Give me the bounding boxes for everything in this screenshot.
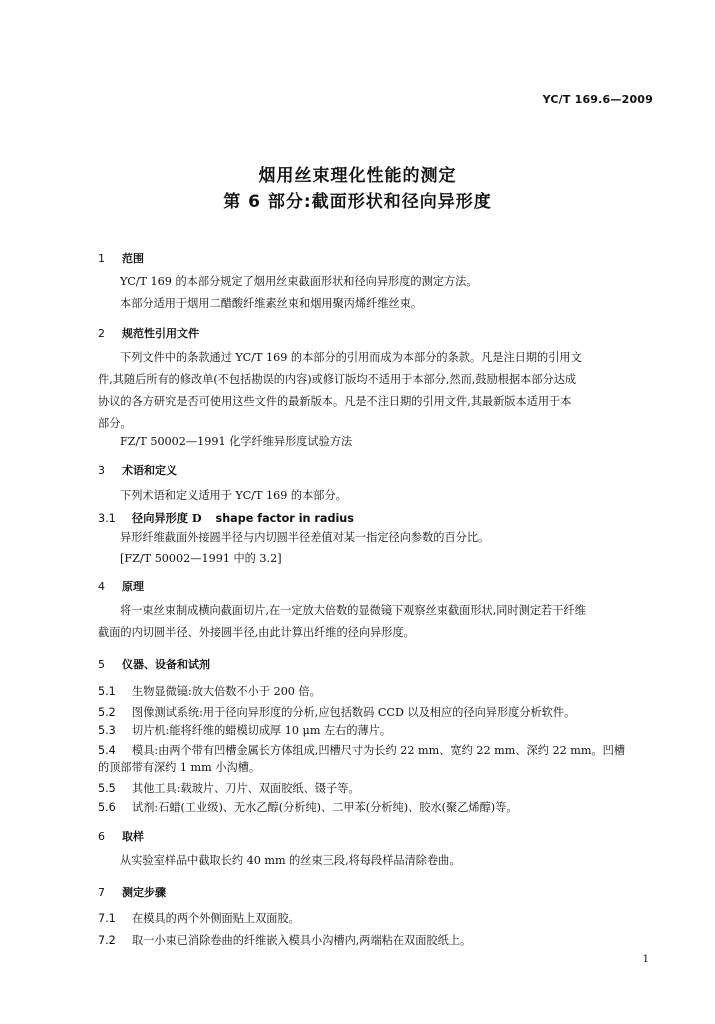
clause-5-6: 5.6 试剂:石蜡(工业级)、无水乙醇(分析纯)、二甲苯(分析纯)、胶水(聚乙烯醇)等。 [98, 801, 518, 814]
document-subtitle: 第 6 部分:截面形状和径向异形度 [223, 192, 492, 212]
section-1-heading: 1 范围 [98, 252, 144, 265]
section-4-line-2: 截面的内切圆半径、外接圆半径,由此计算出纤维的径向异形度。 [98, 626, 415, 639]
section-7-heading: 7 测定步骤 [98, 886, 166, 899]
clause-5-4: 5.4 模具:由两个带有凹槽金属长方体组成,凹槽尺寸为长约 22 mm、宽约 22 mm、深约 22 mm。凹槽 [98, 744, 626, 757]
clause-5-5: 5.5 其他工具:载玻片、刀片、双面胶纸、镊子等。 [98, 782, 360, 795]
normative-reference: FZ/T 50002—1991 化学纤维异形度试验方法 [120, 435, 353, 448]
section-2-line-2: 件,其随后所有的修改单(不包括勘误的内容)或修订版均不适用于本部分,然而,鼓励根据本部分达成 [98, 373, 577, 386]
clause-5-1: 5.1 生物显微镜:放大倍数不小于 200 倍。 [98, 685, 321, 698]
clause-7-1: 7.1 在模具的两个外侧面贴上双面胶。 [98, 912, 300, 925]
term-definition: 异形纤维截面外接圆半径与内切圆半径差值对某一指定径向参数的百分比。 [120, 531, 490, 544]
section-2-line-3: 协议的各方研究是否可使用这些文件的最新版本。凡是不注日期的引用文件,其最新版本适用于本 [98, 395, 572, 408]
clause-7-2: 7.2 取一小束已消除卷曲的纤维嵌入模具小沟槽内,两端粘在双面胶纸上。 [98, 934, 472, 947]
section-2-line-1: 下列文件中的条款通过 YC/T 169 的本部分的引用而成为本部分的条款。凡是注日期的引用文 [120, 351, 582, 364]
section-1-paragraph-1: YC/T 169 的本部分规定了烟用丝束截面形状和径向异形度的测定方法。 [120, 275, 478, 288]
term-source: [FZ/T 50002—1991 中的 3.2] [120, 552, 282, 565]
section-2-line-4: 部分。 [98, 417, 132, 430]
clause-5-3: 5.3 切片机:能将纤维的蜡模切成厚 10 μm 左右的薄片。 [98, 724, 392, 737]
section-5-heading: 5 仪器、设备和试剂 [98, 658, 210, 671]
standard-number: YC/T 169.6—2009 [542, 93, 653, 106]
section-6-heading: 6 取样 [98, 830, 144, 843]
section-3-heading: 3 术语和定义 [98, 464, 177, 477]
section-6-paragraph: 从实验室样品中截取长约 40 mm 的丝束三段,将每段样品清除卷曲。 [120, 854, 461, 867]
clause-5-4-continued: 的顶部带有深约 1 mm 小沟槽。 [98, 761, 261, 774]
section-1-paragraph-2: 本部分适用于烟用二醋酸纤维素丝束和烟用聚丙烯纤维丝束。 [120, 297, 423, 310]
section-4-line-1: 将一束丝束制成横向截面切片,在一定放大倍数的显微镜下观察丝束截面形状,同时测定若干纤维 [120, 604, 586, 617]
document-title: 烟用丝束理化性能的测定 [258, 166, 457, 186]
term-3-1: 3.1 径向异形度 D shape factor in radius [98, 511, 354, 525]
clause-5-2: 5.2 图像测试系统:用于径向异形度的分析,应包括数码 CCD 以及相应的径向异形度分析软件。 [98, 706, 576, 719]
section-4-heading: 4 原理 [98, 580, 144, 593]
section-3-intro: 下列术语和定义适用于 YC/T 169 的本部分。 [120, 489, 347, 502]
section-2-heading: 2 规范性引用文件 [98, 327, 199, 340]
page-number: 1 [642, 954, 649, 965]
